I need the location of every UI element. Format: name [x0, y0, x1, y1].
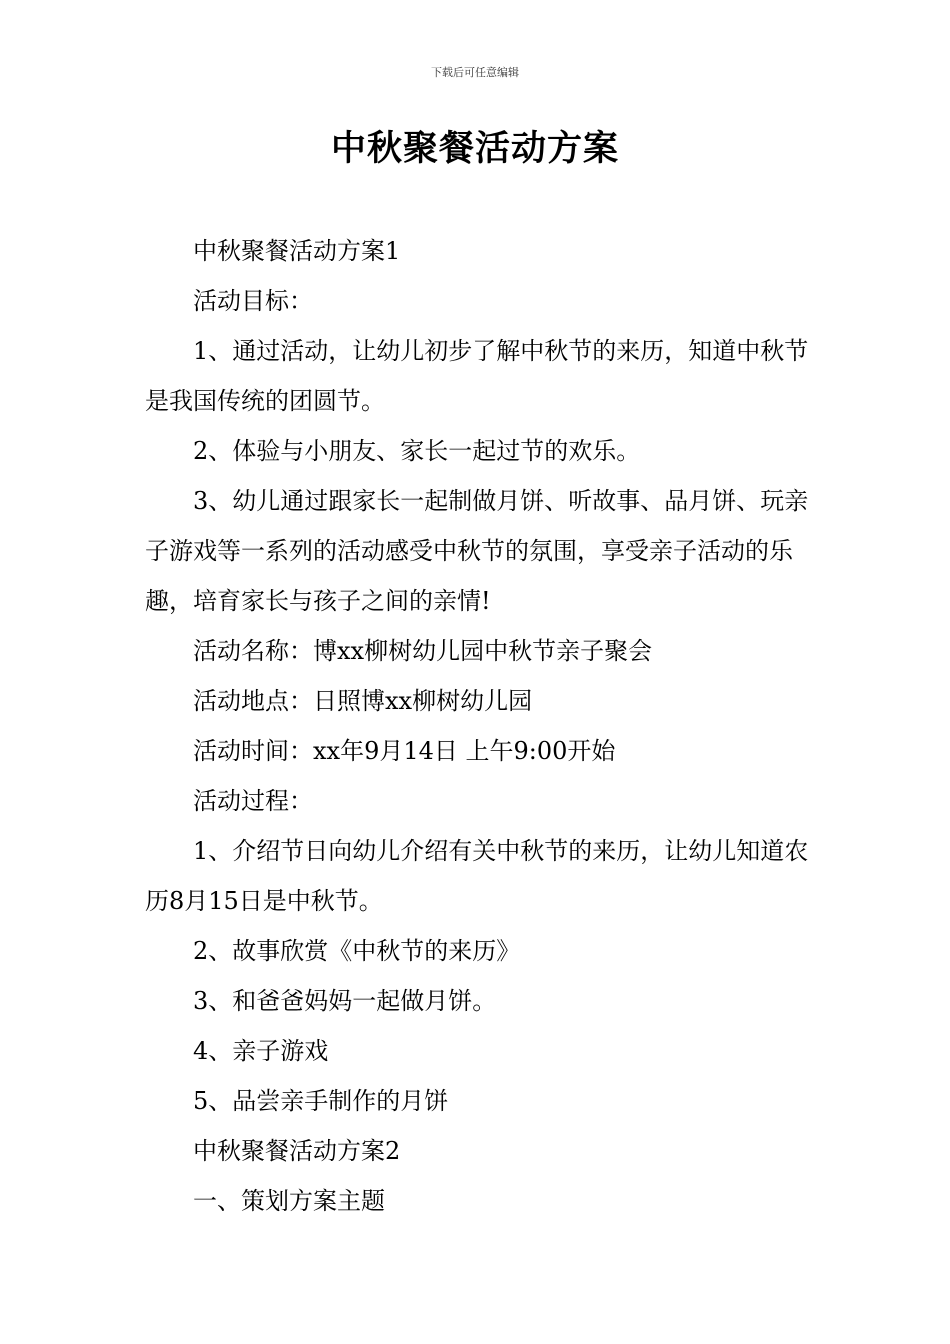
- paragraph-goal-1: 1、通过活动，让幼儿初步了解中秋节的来历，知道中秋节是我国传统的团圆节。: [145, 337, 809, 415]
- paragraph-process-5: 5、品尝亲手制作的月饼: [193, 1087, 449, 1115]
- paragraph-plan-theme: 一、策划方案主题: [193, 1187, 385, 1215]
- section-heading-1: 中秋聚餐活动方案1: [193, 237, 401, 265]
- paragraph-process-1: 1、介绍节日向幼儿介绍有关中秋节的来历，让幼儿知道农历8月15日是中秋节。: [145, 837, 809, 915]
- paragraph-activity-process-label: 活动过程：: [193, 787, 313, 815]
- paragraph-goal-2: 2、体验与小朋友、家长一起过节的欢乐。: [193, 437, 641, 465]
- paragraph-goal-3: 3、幼儿通过跟家长一起制做月饼、听故事、品月饼、玩亲子游戏等一系列的活动感受中秋节的氛围，享受亲子活动的乐趣，培育家长与孩子之间的亲情!: [145, 487, 809, 615]
- paragraph-process-4: 4、亲子游戏: [193, 1037, 329, 1065]
- paragraph-process-2: 2、故事欣赏《中秋节的来历》: [193, 937, 521, 965]
- paragraph-activity-name: 活动名称：博xx柳树幼儿园中秋节亲子聚会: [193, 637, 653, 665]
- paragraph-activity-time: 活动时间：xx年9月14日 上午9:00开始: [193, 737, 616, 765]
- section-heading-2: 中秋聚餐活动方案2: [193, 1137, 401, 1165]
- document-title: 中秋聚餐活动方案: [330, 129, 619, 169]
- header-note: 下载后可任意编辑: [431, 66, 519, 79]
- paragraph-activity-location: 活动地点：日照博xx柳树幼儿园: [193, 687, 533, 715]
- document-body: [145, 226, 810, 1226]
- paragraph-activity-goals-label: 活动目标：: [193, 287, 313, 315]
- paragraph-process-3: 3、和爸爸妈妈一起做月饼。: [193, 987, 497, 1015]
